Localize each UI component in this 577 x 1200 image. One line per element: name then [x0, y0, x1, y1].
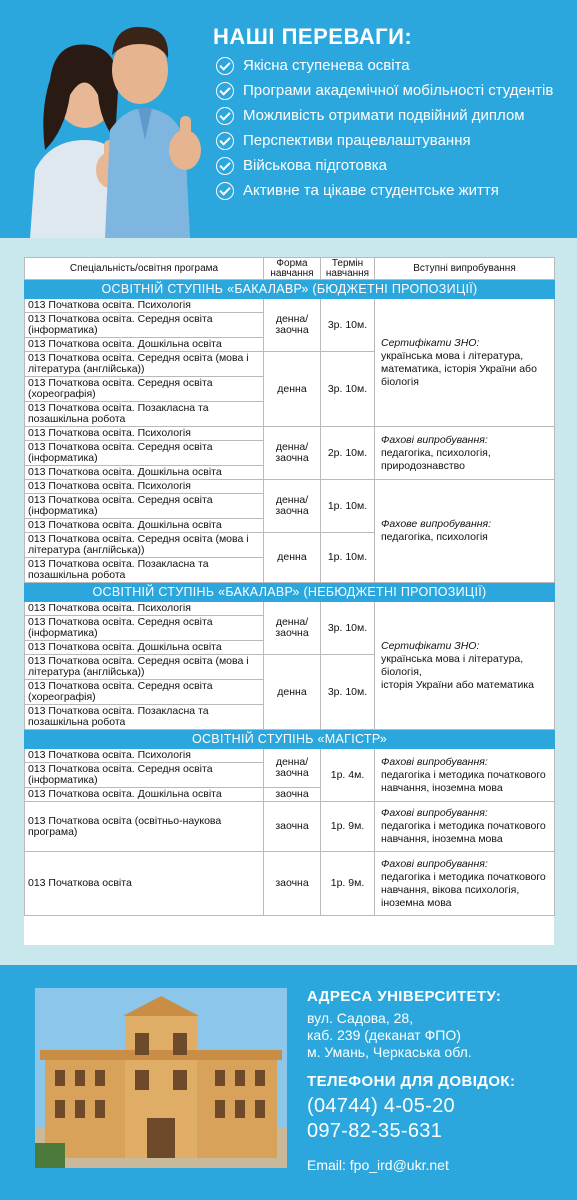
check-circle-icon: [216, 57, 234, 75]
address-title: АДРЕСА УНІВЕРСИТЕТУ:: [307, 988, 502, 1005]
table-row: [25, 480, 555, 494]
exams-body: українська мова і література, математика, історія України або біологія: [381, 349, 537, 388]
exams-cell: [375, 427, 555, 480]
advantage-text: Програми академічної мобільності студентів: [243, 82, 554, 99]
advantage-item: [216, 58, 571, 75]
program-cell: 013 Початкова освіта. Психологія: [25, 480, 264, 494]
form-cell: заочна: [264, 788, 321, 802]
section-title: ОСВІТНІЙ СТУПІНЬ «БАКАЛАВР» (НЕБЮДЖЕТНІ ПРОПОЗИЦІЇ): [25, 583, 555, 602]
check-circle-icon: [216, 157, 234, 175]
exams-cell: [375, 602, 555, 730]
exams-cell: [375, 299, 555, 427]
exams-title: Фахове випробування:: [381, 518, 492, 530]
program-cell: 013 Початкова освіта. Дошкільна освіта: [25, 466, 264, 480]
exams-body: педагогіка і методика початкового навчання, іноземна мова: [381, 768, 546, 794]
advantage-item: [216, 133, 571, 150]
table-row: [25, 852, 555, 916]
programs-table-panel: [24, 257, 554, 945]
table-row: [25, 749, 555, 763]
term-cell: 3р. 10м.: [321, 655, 375, 730]
section-title: ОСВІТНІЙ СТУПІНЬ «БАКАЛАВР» (БЮДЖЕТНІ ПРОПОЗИЦІЇ): [25, 280, 555, 299]
program-cell: 013 Початкова освіта. Середня освіта (хореографія): [25, 377, 264, 402]
header-banner: [0, 0, 577, 238]
table-header-row: [25, 258, 555, 280]
program-cell: 013 Початкова освіта: [25, 852, 264, 916]
students-photo: [0, 0, 210, 238]
exams-cell: [375, 802, 555, 852]
form-cell: денна: [264, 655, 321, 730]
section-row: [25, 730, 555, 749]
exams-title: Фахові випробування:: [381, 807, 488, 819]
term-cell: 3р. 10м.: [321, 602, 375, 655]
address-line: каб. 239 (деканат ФПО): [307, 1027, 461, 1043]
term-cell: 1р. 9м.: [321, 852, 375, 916]
check-circle-icon: [216, 132, 234, 150]
phones-title: ТЕЛЕФОНИ ДЛЯ ДОВІДОК:: [307, 1073, 516, 1090]
program-cell: 013 Початкова освіта. Середня освіта (хореографія): [25, 680, 264, 705]
program-cell: 013 Початкова освіта. Дошкільна освіта: [25, 641, 264, 655]
table-row: [25, 299, 555, 313]
program-cell: 013 Початкова освіта. Середня освіта (інформатика): [25, 494, 264, 519]
advantage-text: Перспективи працевлаштування: [243, 132, 471, 149]
exams-title: Сертифікати ЗНО:: [381, 639, 480, 652]
header-form: Форма навчання: [264, 258, 321, 280]
exams-cell: [375, 480, 555, 583]
advantages-list: [216, 58, 571, 208]
exams-body: педагогіка, психологія: [381, 531, 488, 543]
exams-body: біологія,: [381, 665, 422, 678]
exams-body: педагогіка і методика початкового навчання, іноземна мова: [381, 820, 546, 845]
header-term: Термін навчання: [321, 258, 375, 280]
table-row: [25, 427, 555, 441]
exams-body: історія України або математика: [381, 678, 534, 691]
exams-body: педагогіка і методика початкового навчання, вікова психологія, іноземна мова: [381, 870, 546, 909]
program-cell: 013 Початкова освіта. Позакласна та позашкільна робота: [25, 558, 264, 583]
program-cell: 013 Початкова освіта. Середня освіта (інформатика): [25, 313, 264, 338]
term-cell: 2р. 10м.: [321, 427, 375, 480]
programs-table: [24, 257, 555, 916]
form-cell: денна/ заочна: [264, 299, 321, 352]
program-cell: 013 Початкова освіта. Психологія: [25, 427, 264, 441]
exams-title: Фахові випробування:: [381, 755, 488, 768]
program-cell: 013 Початкова освіта. Дошкільна освіта: [25, 519, 264, 533]
program-cell: 013 Початкова освіта. Середня освіта (мова і література (англійська)): [25, 352, 264, 377]
section-title: ОСВІТНІЙ СТУПІНЬ «МАГІСТР»: [25, 730, 555, 749]
program-cell: 013 Початкова освіта (освітньо-наукова програма): [25, 802, 264, 852]
term-cell: 1р. 10м.: [321, 480, 375, 533]
term-cell: 1р. 4м.: [321, 749, 375, 802]
form-cell: денна: [264, 533, 321, 583]
term-cell: 1р. 10м.: [321, 533, 375, 583]
email-link[interactable]: Email: fpo_ird@ukr.net: [307, 1157, 449, 1173]
check-circle-icon: [216, 82, 234, 100]
exams-body: українська мова і література,: [381, 652, 524, 665]
advantage-text: Військова підготовка: [243, 157, 388, 174]
exams-cell: [375, 852, 555, 916]
program-cell: 013 Початкова освіта. Психологія: [25, 602, 264, 616]
term-cell: 3р. 10м.: [321, 299, 375, 352]
advantage-item: [216, 158, 571, 175]
form-cell: денна/ заочна: [264, 602, 321, 655]
table-row: [25, 602, 555, 616]
exams-body: педагогіка, психологія, природознавство: [381, 446, 491, 472]
phone-number[interactable]: (04744) 4-05-20: [307, 1095, 455, 1117]
program-cell: 013 Початкова освіта. Позакласна та позашкільна робота: [25, 402, 264, 427]
university-building-image: [35, 988, 287, 1168]
program-cell: 013 Початкова освіта. Середня освіта (мова і література (англійська)): [25, 533, 264, 558]
advantage-item: [216, 108, 571, 125]
exams-title: Сертифікати ЗНО:: [381, 336, 480, 349]
form-cell: денна/ заочна: [264, 749, 321, 788]
form-cell: заочна: [264, 852, 321, 916]
advantages-title: НАШІ ПЕРЕВАГИ:: [213, 24, 413, 49]
advantage-text: Якісна ступенева освіта: [243, 57, 410, 74]
table-row: [25, 802, 555, 852]
header-program: Спеціальність/освітня програма: [25, 258, 264, 280]
exams-title: Фахові випробування:: [381, 433, 488, 446]
footer-panel: [0, 965, 577, 1200]
program-cell: 013 Початкова освіта. Середня освіта (інформатика): [25, 616, 264, 641]
address-line: вул. Садова, 28,: [307, 1010, 414, 1026]
form-cell: денна/ заочна: [264, 480, 321, 533]
program-cell: 013 Початкова освіта. Середня освіта (мова і література (англійська)): [25, 655, 264, 680]
section-row: [25, 583, 555, 602]
program-cell: 013 Початкова освіта. Дошкільна освіта: [25, 788, 264, 802]
form-cell: денна/ заочна: [264, 427, 321, 480]
advantage-text: Можливість отримати подвійний диплом: [243, 107, 525, 124]
form-cell: денна: [264, 352, 321, 427]
check-circle-icon: [216, 182, 234, 200]
advantage-item: [216, 183, 571, 200]
exams-cell: [375, 749, 555, 802]
term-cell: 1р. 9м.: [321, 802, 375, 852]
phone-number[interactable]: 097-82-35-631: [307, 1120, 443, 1142]
advantage-item: [216, 83, 571, 100]
advantage-text: Активне та цікаве студентське життя: [243, 182, 499, 199]
form-cell: заочна: [264, 802, 321, 852]
program-cell: 013 Початкова освіта. Середня освіта (інформатика): [25, 441, 264, 466]
program-cell: 013 Початкова освіта. Психологія: [25, 749, 264, 763]
header-exams: Вступні випробування: [375, 258, 555, 280]
term-cell: 3р. 10м.: [321, 352, 375, 427]
check-circle-icon: [216, 107, 234, 125]
program-cell: 013 Початкова освіта. Дошкільна освіта: [25, 338, 264, 352]
program-cell: 013 Початкова освіта. Середня освіта (інформатика): [25, 763, 264, 788]
exams-title: Фахові випробування:: [381, 857, 488, 870]
address-line: м. Умань, Черкаська обл.: [307, 1044, 472, 1060]
section-row: [25, 280, 555, 299]
program-cell: 013 Початкова освіта. Психологія: [25, 299, 264, 313]
program-cell: 013 Початкова освіта. Позакласна та позашкільна робота: [25, 705, 264, 730]
